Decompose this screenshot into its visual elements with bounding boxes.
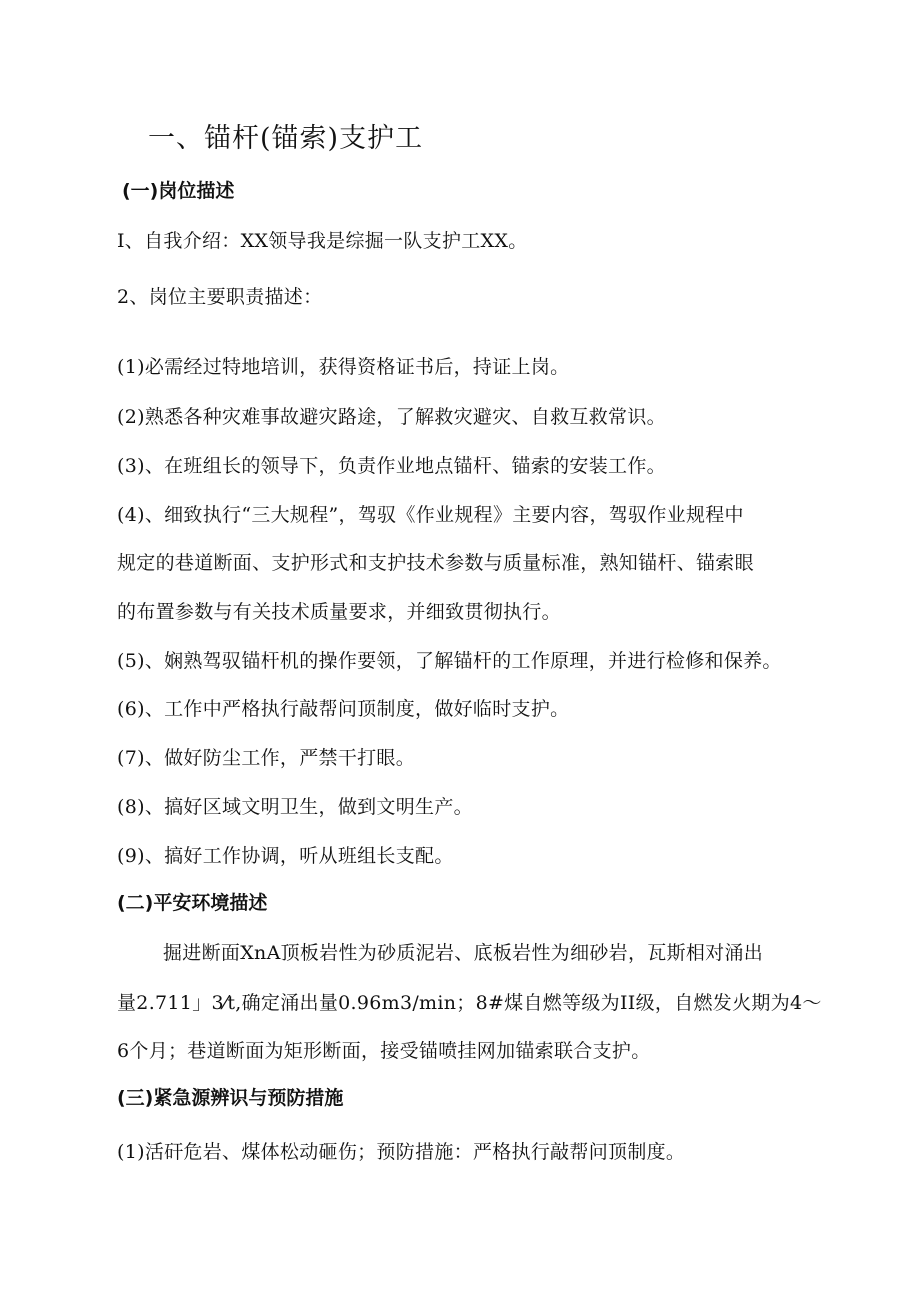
environment-line-1: 掘进断面XnA顶板岩性为砂质泥岩、底板岩性为细砂岩，瓦斯相对涌出 bbox=[163, 942, 764, 964]
duty-item-4-line-3: 的布置参数与有关技术质量要求，并细致贯彻执行。 bbox=[117, 601, 561, 623]
duty-item-4-line-2: 规定的巷道断面、支护形式和支护技术参数与质量标准，熟知锚杆、锚索眼 bbox=[117, 552, 754, 574]
duty-item-4-line-1: (4)、细致执行“三大规程”，驾驭《作业规程》主要内容，驾驭作业规程中 bbox=[117, 504, 744, 526]
hazard-line-1: (1)活矸危岩、煤体松动砸伤；预防措施：严格执行敲帮问顶制度。 bbox=[117, 1141, 686, 1163]
environment-line-2: 量2.711」3⁄t,确定涌出量0.96m3/min；8#煤自燃等级为II级，自燃发火期为4～ bbox=[117, 992, 822, 1014]
duty-item-2: (2)熟悉各种灾难事故避灾路途，了解救灾避灾、自救互救常识。 bbox=[117, 406, 666, 428]
duty-item-9: (9)、搞好工作协调，听从班组长支配。 bbox=[117, 845, 454, 867]
self-introduction: I、自我介绍：XX领导我是综掘一队支护工XX。 bbox=[117, 230, 528, 252]
duty-item-7: (7)、做好防尘工作，严禁干打眼。 bbox=[117, 747, 416, 769]
environment-line-3: 6个月；巷道断面为矩形断面，接受锚喷挂网加锚索联合支护。 bbox=[117, 1040, 651, 1062]
section-heading-job-description: (一)岗位描述 bbox=[122, 180, 235, 202]
duty-item-8: (8)、搞好区域文明卫生，做到文明生产。 bbox=[117, 796, 473, 818]
duty-item-3: (3)、在班组长的领导下，负责作业地点锚杆、锚索的安装工作。 bbox=[117, 455, 666, 477]
duty-item-6: (6)、工作中严格执行敲帮问顶制度，做好临时支护。 bbox=[117, 698, 570, 720]
duties-heading: 2、岗位主要职责描述： bbox=[117, 286, 323, 308]
document-title: 一、锚杆(锚索)支护工 bbox=[148, 123, 424, 154]
duty-item-5: (5)、娴熟驾驭锚杆机的操作要领，了解锚杆的工作原理，并进行检修和保养。 bbox=[117, 650, 782, 672]
section-heading-safety-environment: (二)平安环境描述 bbox=[117, 892, 268, 914]
duty-item-1: (1)必需经过特地培训，获得资格证书后，持证上岗。 bbox=[117, 356, 570, 378]
section-heading-hazard-identification: (三)紧急源辨识与预防措施 bbox=[117, 1087, 344, 1109]
